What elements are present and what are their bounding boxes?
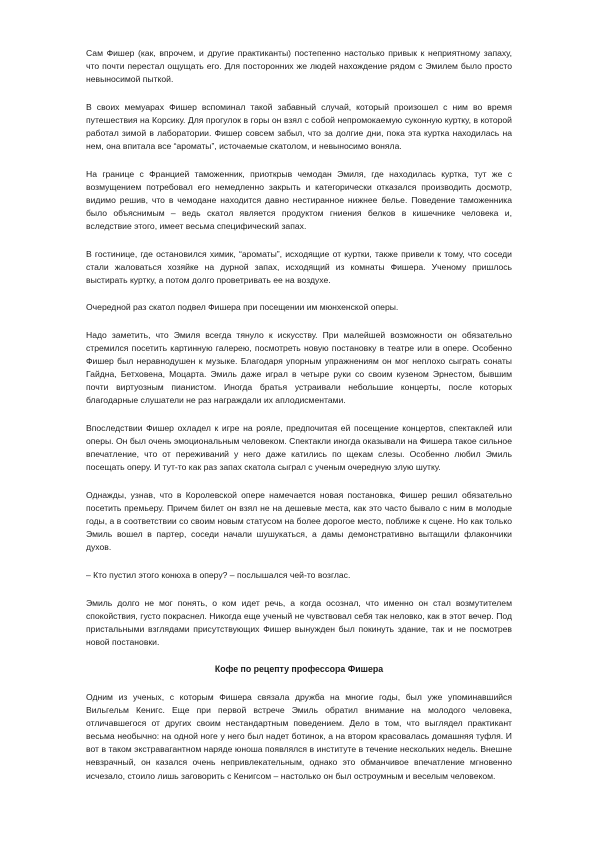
paragraph: – Кто пустил этого конюха в оперу? – послышался чей-то возглас. xyxy=(86,569,351,580)
paragraph: Эмиль долго не мог понять, о ком идет речь, а когда осознал, что именно он стал возмутителем спокойствия, густо покраснел. Никогда еще ученый не чувствовал себя так неловко, как в этот вечер. Под пристальными взглядами присутствующих Фишер вынужден был покинуть здание, так и не посмотрев новой постановки. xyxy=(86,597,512,647)
paragraph: Очередной раз скатол подвел Фишера при посещении им мюнхенской оперы. xyxy=(86,302,399,313)
paragraph: В гостинице, где остановился химик, “ароматы”, исходящие от куртки, также привели к тому, что соседи стали жаловаться хозяйке на дурной запах, исходящий из комнаты Фишера. Ученому пришлось выстирать куртку, а потом долго проветривать ее на воздухе. xyxy=(86,248,512,285)
section-heading: Кофе по рецепту профессора Фишера xyxy=(214,664,384,675)
document-body xyxy=(86,47,512,797)
paragraph: В своих мемуарах Фишер вспоминал такой забавный случай, который произошел с ним во время путешествия на Корсику. Для прогулок в горы он взял с собой непромокаемую суконную куртку, в которой работал зимой в лаборатории. Фишер совсем забыл, что за долгие дни, пока эта куртка находилась на нем, она впитала все “ароматы”, источаемые скатолом, и невыносимо воняла. xyxy=(86,101,512,152)
paragraph: На границе с Францией таможенник, приоткрыв чемодан Эмиля, где находилась куртка, тут же с возмущением потребовал его немедленно закрыть и категорически отказался производить досмотр, видимо решив, что в чемодане находится давно нестиранное нижнее белье. Поведение таможенника было объяснимым – ведь скатол является продуктом гниения белков в кишечнике человека и, вследствие этого, имеет весьма специфический запах. xyxy=(86,168,512,232)
paragraph: Одним из ученых, с которым Фишера связала дружба на многие годы, был уже упоминавшийся Вильгельм Кенигс. Еще при первой встрече Эмиль обратил внимание на молодого человека, отличавшегося от других своим нестандартным поведением. Дело в том, что выглядел практикант весьма необычно: на одной ноге у него был надет ботинок, а на втором красовалась домашняя туфля. И вот в таком экстравагантном наряде юноша появлялся в институте в течение нескольких недель. Внешне невзрачный, он казался очень непривлекательным, однако это обманчивое впечатление мгновенно исчезало, стоило лишь заговорить с Кенигсом – настолько он был остроумным и веселым человеком. xyxy=(86,691,512,781)
paragraph: Надо заметить, что Эмиля всегда тянуло к искусству. При малейшей возможности он обязательно стремился посетить картинную галерею, посмотреть новую постановку в театре или в опере. Особенно Фишер был неравнодушен к музыке. Благодаря упорным упражнениям он мог неплохо сыграть сонаты Гайдна, Бетховена, Моцарта. Эмиль даже играл в четыре руки со своим кузеном Эрнестом, бывшим почти виртуозным пианистом. Иногда братья устраивали небольшие концерты, после которых благодарные слушатели не раз награждали их аплодисментами. xyxy=(86,330,512,406)
paragraph: Сам Фишер (как, впрочем, и другие практиканты) постепенно настолько привык к неприятному запаху, что почти перестал ощущать его. Для посторонних же людей нахождение рядом с Эмилем было просто невыносимой пыткой. xyxy=(86,48,512,85)
paragraph: Впоследствии Фишер охладел к игре на рояле, предпочитая ей посещение концертов, спектаклей или оперы. Он был очень эмоциональным человеком. Спектакли иногда оказывали на Фишера такое сильное впечатление, что от переживаний у него даже катились по щекам слезы. Особенно любил Эмиль посещать оперу. И тут-то как раз запах скатола сыграл с ученым очередную злую шутку. xyxy=(86,423,512,473)
paragraph: Однажды, узнав, что в Королевской опере намечается новая постановка, Фишер решил обязательно посетить премьеру. Причем билет он взял не на дешевые места, как это часто бывало с ним в молодые годы, а в соответствии со своим новым статусом на более дорогое место, поближе к сцене. Но как только Эмиль вошел в партер, соседи начали шушукаться, а дамы демонстративно вытащили флакончики духов. xyxy=(86,489,512,553)
